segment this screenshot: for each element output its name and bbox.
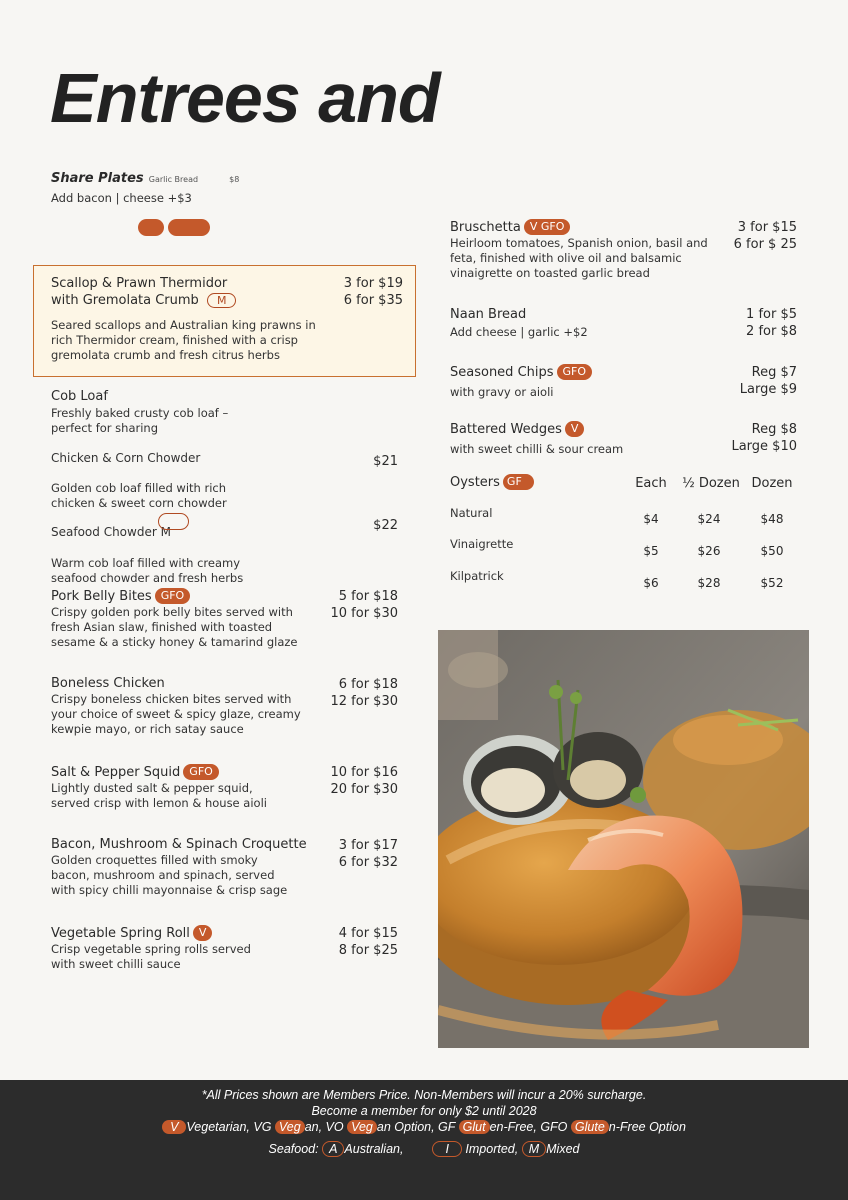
item-name [51, 925, 271, 941]
item-price [710, 219, 797, 253]
item-desc: with gravy or aioli [450, 385, 554, 399]
garlic-bread-price: $8 [229, 175, 240, 184]
item-name: Bacon, Mushroom & Spinach Croquette [51, 837, 307, 852]
item-desc: Golden croquettes filled with smoky bacon, mushroom and spinach, served with spicy chilli mayonnaise & crisp sage [51, 853, 288, 897]
item-desc: Lightly dusted salt & pepper squid, served crisp with lemon & house aioli [51, 781, 267, 810]
item-name-text: Pork Belly Bites [51, 589, 152, 604]
share-plates-label: Share Plates [51, 171, 144, 186]
legend-badge: Veg [347, 1120, 377, 1134]
cob-loaf-desc: Freshly baked crusty cob loaf – perfect for sharing [51, 406, 229, 435]
price-line: 3 for $17 [338, 838, 398, 853]
legend-text: an Option, GF [376, 1120, 456, 1134]
item-price [310, 925, 398, 959]
oyster-cell: $52 [760, 576, 784, 590]
item-name [51, 764, 286, 780]
seafood-chowder-desc: Warm cob loaf filled with creamy seafood chowder and fresh herbs [51, 556, 244, 585]
price-line: Large $10 [731, 439, 797, 454]
oyster-cell: $5 [643, 544, 659, 558]
legend-badge: Glute [571, 1120, 609, 1134]
food-photo-illustration [438, 630, 809, 1048]
price-line: 3 for $15 [737, 220, 797, 235]
oysters-header-half: ½ Dozen [682, 476, 740, 491]
footer-surcharge-note: *All Prices shown are Members Price. Non-Members will incur a 20% surcharge. [201, 1088, 647, 1102]
legend-text: Australian, [344, 1142, 404, 1156]
oyster-cell: $48 [760, 512, 784, 526]
price-line: Large $9 [739, 382, 797, 397]
oysters-header-each: Each [635, 476, 667, 491]
price-line: Reg $7 [751, 365, 797, 380]
featured-price [300, 275, 403, 309]
featured-name-text: with Gremolata Crumb [51, 293, 199, 308]
mixed-badge: M [207, 293, 237, 308]
gfo-badge: GFO [155, 588, 191, 604]
legend-v-badge: V [162, 1120, 186, 1134]
featured-name-line1: Scallop & Prawn Thermidor [51, 276, 228, 291]
oysters-name [450, 474, 534, 490]
item-desc: Crisp vegetable spring rolls served with sweet chilli sauce [51, 942, 251, 971]
menu-item [450, 421, 623, 457]
price-line: 3 for $19 [343, 276, 403, 291]
oyster-row-label: Natural [450, 506, 493, 520]
oysters-header-dozen: Dozen [751, 476, 793, 491]
seafood-chowder-name [51, 525, 171, 540]
legend-text: Imported, [465, 1142, 519, 1156]
price-line: 5 for $18 [338, 589, 398, 604]
legend-text: an, VO [304, 1120, 344, 1134]
legend-text: Mixed [546, 1142, 580, 1156]
price-line: 12 for $30 [330, 694, 398, 709]
chicken-chowder-price: $21 [373, 454, 398, 469]
price-line: 6 for $18 [338, 677, 398, 692]
chicken-chowder-desc: Golden cob loaf filled with rich chicken & sweet corn chowder [51, 481, 227, 510]
item-price [310, 588, 398, 622]
item-price [310, 676, 398, 710]
oyster-row-label: Kilpatrick [450, 569, 504, 583]
vegetarian-badge: V [565, 421, 585, 437]
item-name [450, 219, 720, 235]
price-line: 1 for $5 [746, 307, 797, 322]
price-line: 2 for $8 [746, 324, 797, 339]
legend-badge: Glut [459, 1120, 490, 1134]
gfo-badge: GFO [557, 364, 593, 380]
legend-imported-badge: I [432, 1141, 461, 1157]
price-line: 10 for $16 [330, 765, 398, 780]
item-name-text: Salt & Pepper Squid [51, 765, 181, 780]
item-price [710, 421, 797, 455]
menu-item [51, 764, 286, 811]
menu-item [450, 307, 588, 340]
share-plates-heading [51, 167, 239, 186]
oyster-cell: $50 [760, 544, 784, 558]
price-line: 6 for $35 [343, 293, 403, 308]
price-line: 8 for $25 [338, 943, 398, 958]
food-photo [438, 630, 809, 1048]
oysters-label: Oysters [450, 475, 500, 490]
legend-text: Vegetarian, VG [186, 1120, 272, 1134]
price-line: 6 for $ 25 [733, 237, 797, 252]
garlic-bread-label: Garlic Bread [148, 175, 199, 184]
vegetarian-badge: V [193, 925, 213, 941]
footer-membership-note: Become a member for only $2 until 2028 [311, 1104, 537, 1118]
price-line: Reg $8 [751, 422, 797, 437]
menu-item [450, 364, 592, 400]
footer-dietary-legend [0, 1120, 848, 1134]
item-price [310, 764, 398, 798]
legend-australian-badge: A [322, 1141, 344, 1157]
item-price [710, 306, 797, 340]
oyster-cell: $26 [697, 544, 721, 558]
item-desc: with sweet chilli & sour cream [450, 442, 624, 456]
legend-badge: Veg [275, 1120, 305, 1134]
price-line: 6 for $32 [338, 855, 398, 870]
badge-blob [138, 219, 164, 236]
item-name-text: Vegetable Spring Roll [51, 926, 190, 941]
menu-item [51, 676, 301, 737]
featured-description: Seared scallops and Australian king prawns in rich Thermidor cream, finished with a crisp gremolata crumb and fresh citrus herbs [51, 318, 316, 362]
chicken-chowder-name: Chicken & Corn Chowder [51, 451, 201, 465]
menu-item [51, 925, 271, 972]
oyster-cell: $4 [643, 512, 659, 526]
page-title: Entrees and [50, 59, 440, 137]
oyster-row-label: Vinaigrette [450, 537, 514, 551]
gfo-badge: GFO [183, 764, 219, 780]
legend-text: en-Free, GFO [489, 1120, 568, 1134]
item-name [51, 588, 306, 604]
v-gfo-badge: V GFO [524, 219, 571, 235]
footer-seafood-legend [0, 1141, 848, 1157]
item-desc: Heirloom tomatoes, Spanish onion, basil and feta, finished with olive oil and balsamic vinaigrette on toasted garlic bread [450, 236, 708, 280]
seafood-legend-label: Seafood: [268, 1142, 319, 1156]
legend-text: n-Free Option [608, 1120, 686, 1134]
share-addon: Add bacon | cheese +$3 [51, 191, 192, 205]
oyster-cell: $28 [697, 576, 721, 590]
item-name-text: Battered Wedges [450, 422, 562, 437]
item-desc: Crispy golden pork belly bites served with fresh Asian slaw, finished with toasted sesame & a sticky honey & tamarind glaze [51, 605, 298, 649]
oyster-cell: $6 [643, 576, 659, 590]
item-name-text: Seasoned Chips [450, 365, 554, 380]
gluten-free-badge: GF [503, 474, 534, 490]
item-name [450, 364, 592, 380]
item-name [450, 421, 623, 437]
badge-blob [168, 219, 210, 236]
item-desc: Add cheese | garlic +$2 [450, 325, 588, 339]
price-line: 20 for $30 [330, 782, 398, 797]
footer [0, 1080, 848, 1200]
mixed-badge: M [160, 525, 171, 539]
item-name: Boneless Chicken [51, 676, 165, 691]
price-line: 4 for $15 [338, 926, 398, 941]
item-name-text: Bruschetta [450, 220, 521, 235]
seafood-chowder-price: $22 [373, 518, 398, 533]
item-price [310, 837, 398, 871]
menu-item [450, 219, 720, 281]
menu-item [51, 588, 306, 650]
cob-loaf-name: Cob Loaf [51, 389, 108, 404]
oyster-cell: $24 [697, 512, 721, 526]
badge-outline [158, 513, 189, 530]
featured-name-line2 [51, 293, 236, 308]
menu-item [51, 837, 307, 898]
price-line: 10 for $30 [330, 606, 398, 621]
seafood-chowder-text: Seafood Chowder [51, 525, 157, 539]
item-desc: Crispy boneless chicken bites served with your choice of sweet & spicy glaze, creamy kewpie mayo, or rich satay sauce [51, 692, 301, 736]
legend-mixed-badge: M [522, 1141, 546, 1157]
item-name: Naan Bread [450, 307, 527, 322]
item-price [710, 364, 797, 398]
